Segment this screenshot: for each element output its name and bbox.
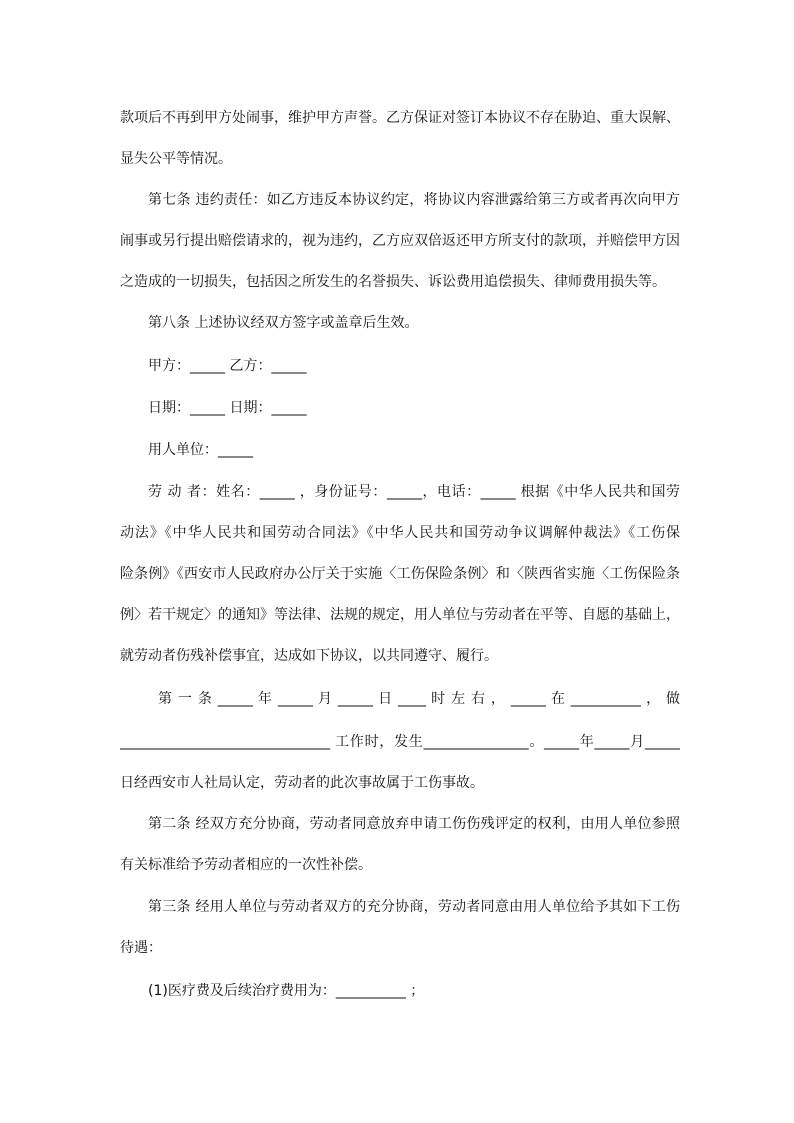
article-1-line: ______________________________ 工作时，发生_______________。_____年_____月_____ [120, 734, 680, 750]
article-1-line: 日经西安市人社局认定，劳动者的此次事故属于工伤事故。 [120, 775, 484, 791]
article-7-line: 第七条 违约责任：如乙方违反本协议约定，将协议内容泄露给第三方或者再次向甲方 [148, 192, 680, 208]
article-7-line: 之造成的一切损失，包括因之所发生的名誉损失、诉讼费用追偿损失、律师费用损失等。 [120, 274, 666, 290]
article-2-line: 第二条 经双方充分协商，劳动者同意放弃申请工伤伤残评定的权利，由用人单位参照 [148, 816, 680, 832]
preamble-line: 劳 动 者：姓名：_____ ，身份证号：_____，电话：_____ 根据《中华人民共和国劳 [148, 484, 680, 500]
preamble-line: 险条例》《西安市人民政府办公厅关于实施〈工伤保险条例〉和〈陕西省实施〈工伤保险条 [120, 566, 680, 582]
article-3-line: 第三条 经用人单位与劳动者双方的充分协商，劳动者同意由用人单位给予其如下工伤 [148, 899, 680, 915]
preamble-line: 例〉若干规定〉的通知》等法律、法规的规定，用人单位与劳动者在平等、自愿的基础上， [120, 607, 680, 623]
date-signature-line: 日期：_____ 日期：_____ [148, 400, 307, 416]
article-7-line: 闹事或另行提出赔偿请求的，视为违约，乙方应双倍返还甲方所支付的款项，并赔偿甲方因 [120, 233, 680, 249]
article-8-line: 第八条 上述协议经双方签字或盖章后生效。 [148, 315, 419, 331]
employer-signature-line: 用人单位：_____ [148, 442, 253, 458]
article-1-line: 第 一 条 _____ 年 _____ 月 _____ 日 ____ 时 左 右 ， _____ 在 __________ ， 做 [158, 691, 680, 707]
preamble-line: 就劳动者伤残补偿事宜，达成如下协议，以共同遵守、履行。 [120, 648, 498, 664]
preamble-line: 动法》《中华人民共和国劳动合同法》《中华人民共和国劳动争议调解仲裁法》《工伤保 [120, 525, 680, 541]
medical-fee-line: (1)医疗费及后续治疗费用为：__________ ； [148, 983, 425, 999]
article-2-line: 有关标准给予劳动者相应的一次性补偿。 [120, 857, 372, 873]
paragraph-line: 显失公平等情况。 [120, 151, 232, 167]
article-3-line: 待遇： [120, 940, 162, 956]
party-signature-line: 甲方：_____ 乙方：_____ [148, 358, 307, 374]
paragraph-line: 款项后不再到甲方处闹事，维护甲方声誉。乙方保证对签订本协议不存在胁迫、重大误解、 [120, 110, 680, 126]
